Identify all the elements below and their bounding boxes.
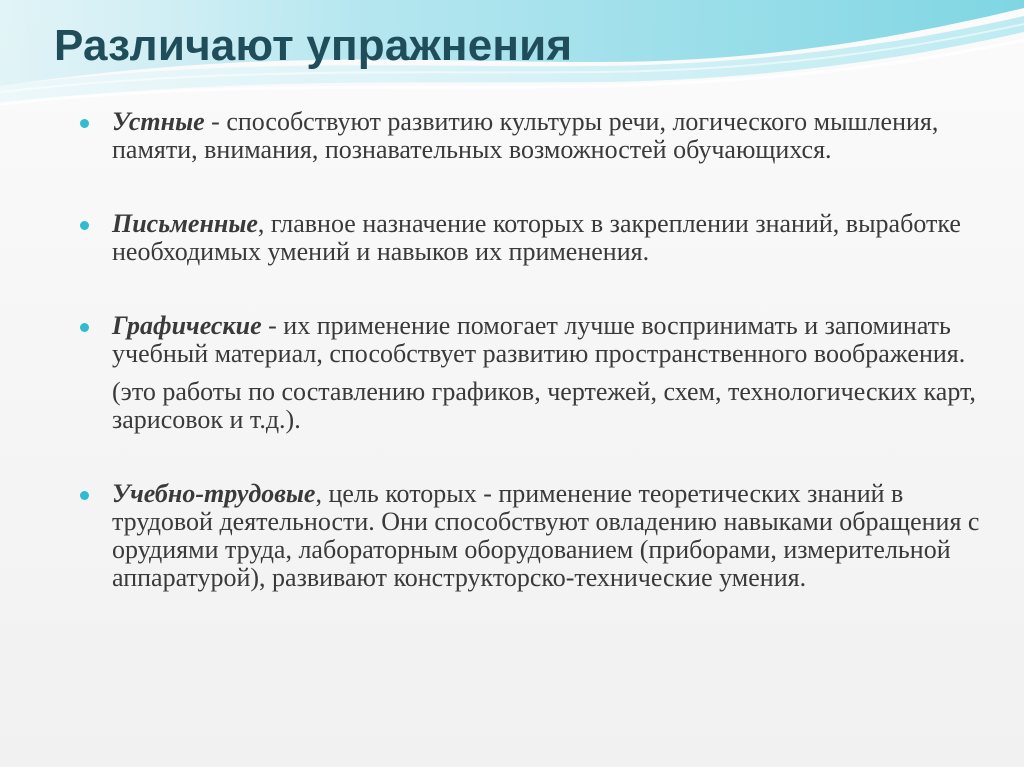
slide-title: Различают упражнения — [54, 21, 573, 70]
bullet-dot-icon — [80, 323, 89, 332]
bullet-item-graphic — [80, 312, 980, 434]
bullet-term: Графические — [112, 311, 262, 340]
bullet-list — [80, 108, 980, 592]
bullet-item-oral — [80, 108, 980, 164]
bullet-dot-icon — [80, 491, 89, 500]
bullet-text: - их применение помогает лучше воспринимать и запоминать учебный материал, способствует развитию пространственного воображения. — [112, 311, 966, 368]
bullet-term: Устные — [112, 107, 205, 136]
bullet-note: (это работы по составлению графиков, чертежей, схем, технологических карт, зарисовок и т.д.). — [112, 377, 976, 434]
bullet-text: , цель которых - применение теоретических знаний в трудовой деятельности. Они способствуют овладению навыками обращения с орудиями труда, лабораторным оборудованием (приборами, измерительной аппаратурой), развивают конструкторско-технические умения. — [112, 479, 980, 592]
bullet-term: Учебно-трудовые — [112, 479, 316, 508]
bullet-term: Письменные — [112, 209, 258, 238]
bullet-text: , главное назначение которых в закреплении знаний, выработке необходимых умений и навыков их применения. — [112, 209, 961, 266]
bullet-dot-icon — [80, 119, 89, 128]
bullet-dot-icon — [80, 221, 89, 230]
bullet-text: - способствуют развитию культуры речи, логического мышления, памяти, внимания, познавательных возможностей обучающихся. — [112, 107, 939, 164]
bullet-item-written — [80, 210, 980, 266]
bullet-item-labor — [80, 480, 980, 592]
